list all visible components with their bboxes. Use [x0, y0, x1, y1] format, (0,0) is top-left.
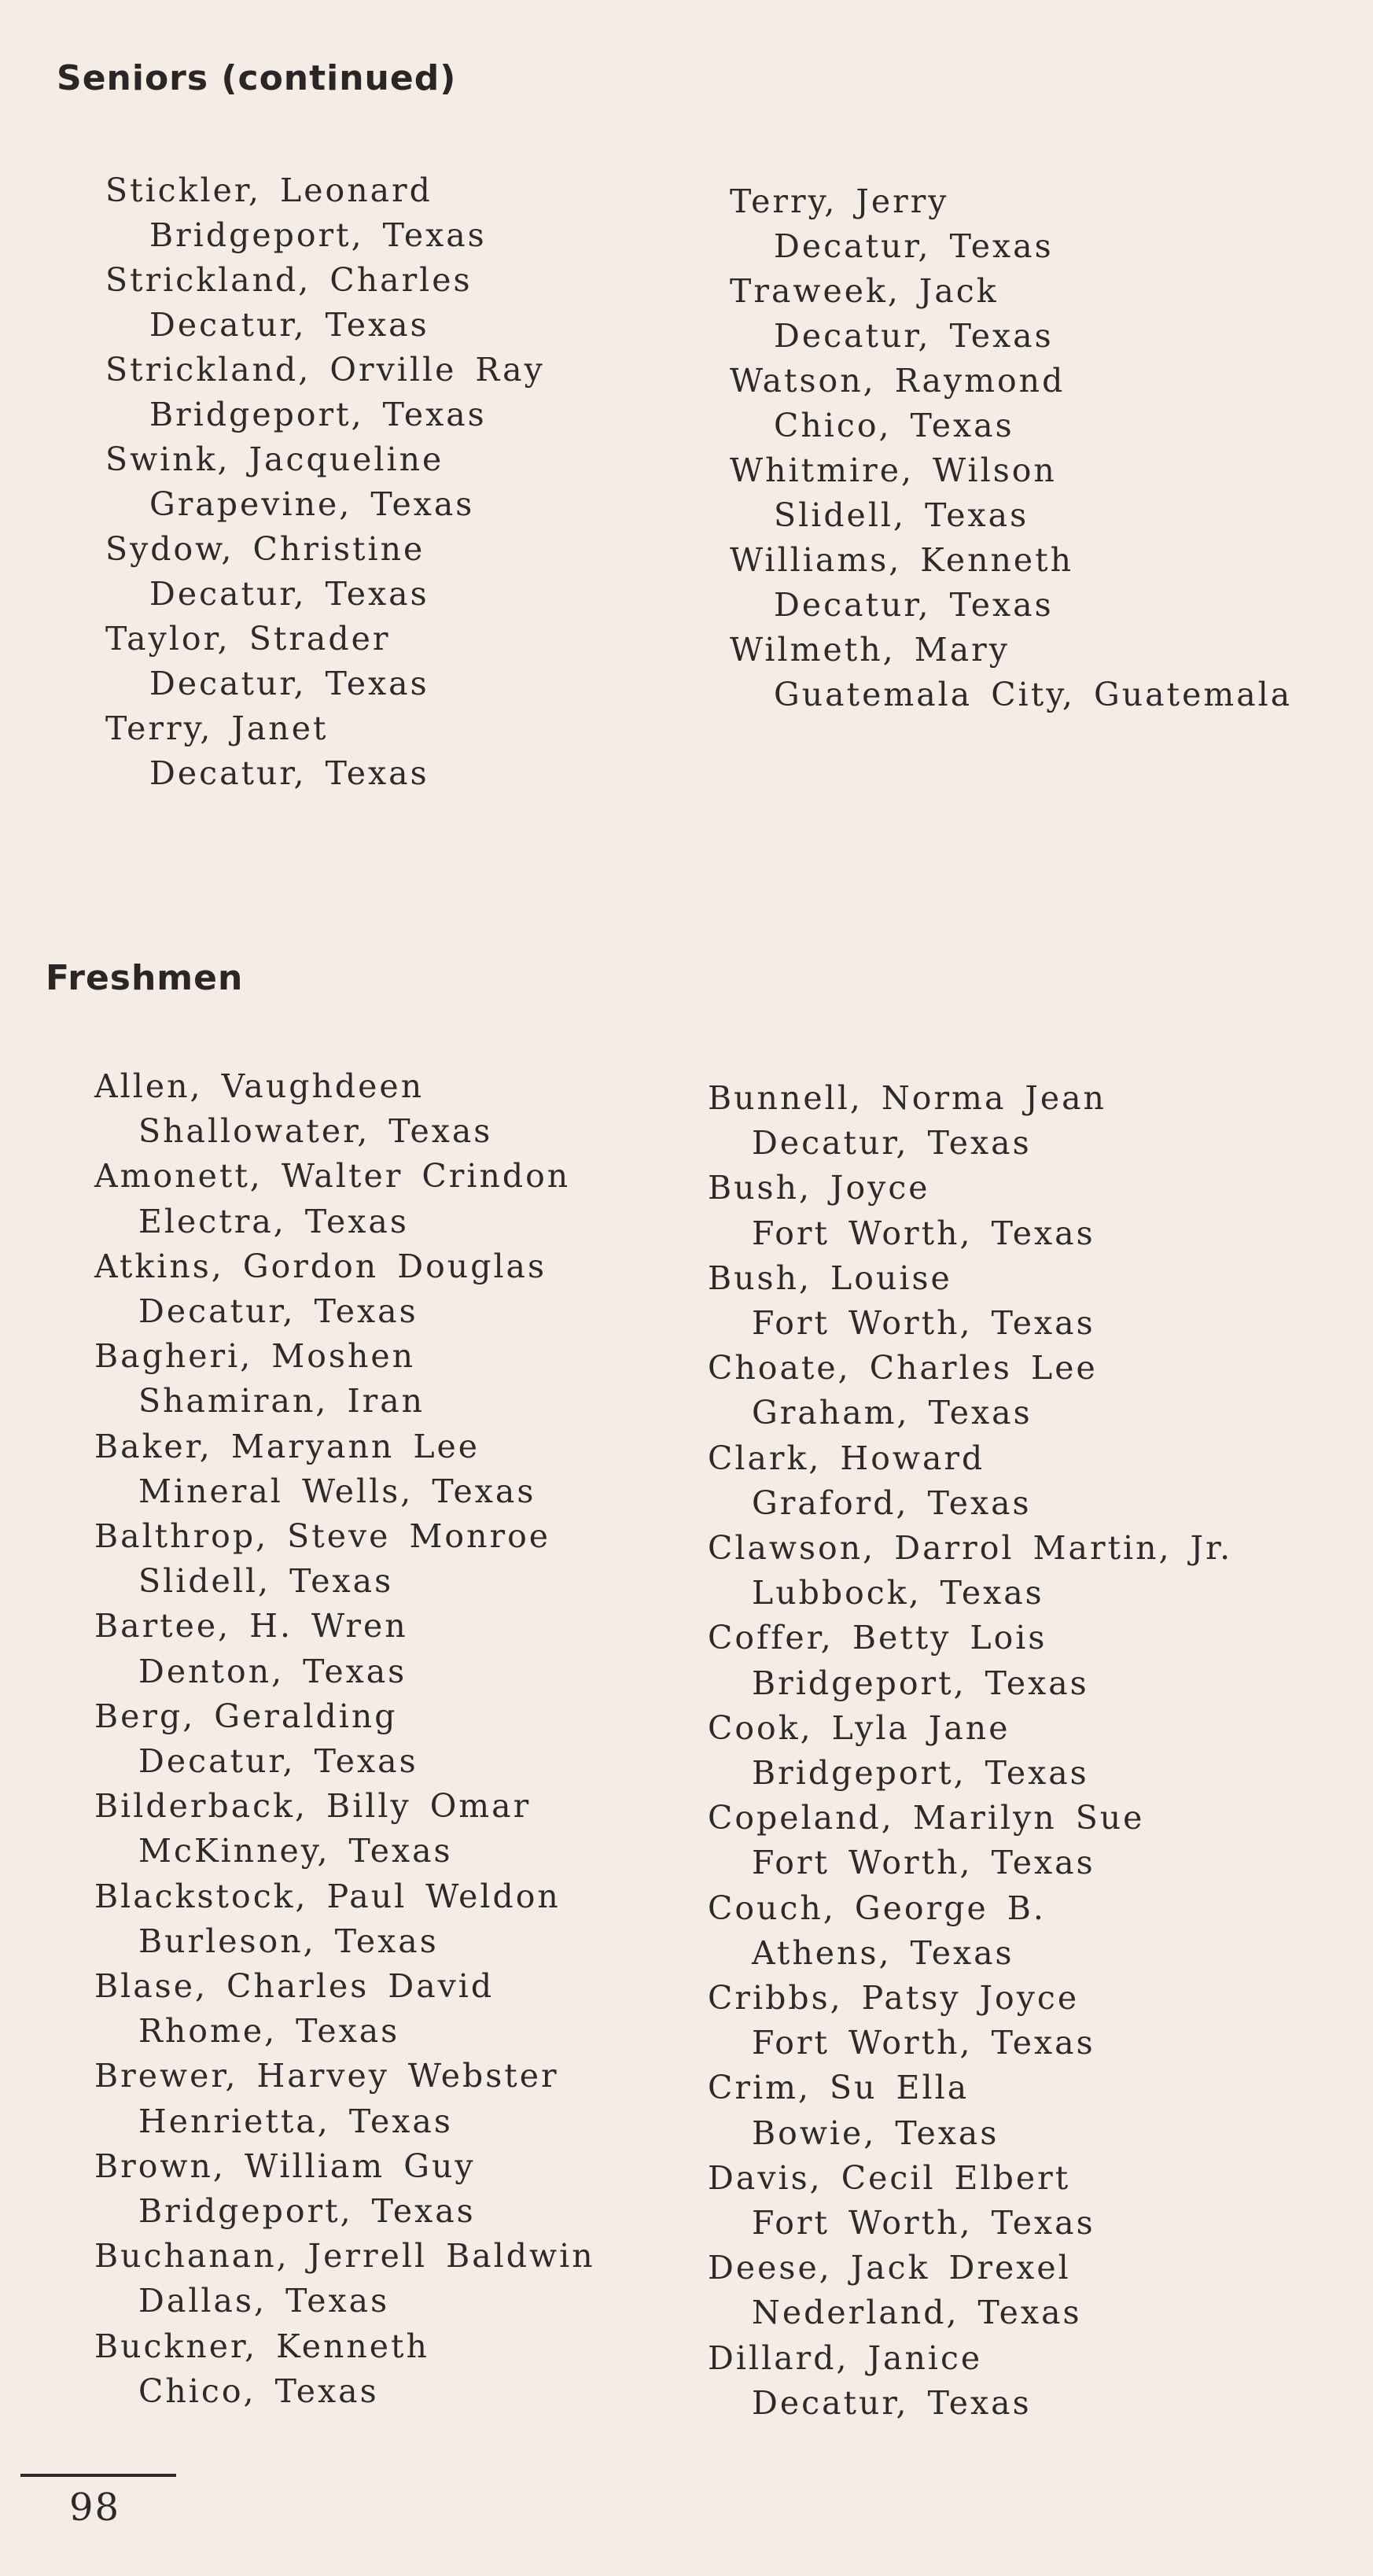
student-name: Buckner, Kenneth — [94, 2327, 429, 2365]
student-hometown: Bowie, Texas — [752, 2113, 999, 2152]
student-hometown: Fort Worth, Texas — [752, 1304, 1095, 1343]
student-hometown: Decatur, Texas — [774, 586, 1054, 624]
student-hometown: Fort Worth, Texas — [752, 1214, 1095, 1252]
student-name: Coffer, Betty Lois — [708, 1619, 1047, 1657]
student-hometown: Burleson, Texas — [138, 1922, 439, 1960]
student-hometown: Rhome, Texas — [138, 2012, 400, 2051]
student-name: Choate, Charles Lee — [708, 1349, 1098, 1388]
roster-entry — [94, 1334, 595, 1424]
student-hometown: Nederland, Texas — [752, 2294, 1082, 2332]
roster-entry — [105, 706, 545, 796]
student-name: Cribbs, Patsy Joyce — [708, 1979, 1080, 2018]
student-hometown: McKinney, Texas — [138, 1832, 453, 1870]
roster-entry — [708, 1616, 1232, 1705]
student-name: Balthrop, Steve Monroe — [94, 1517, 551, 1556]
roster-entry — [94, 1604, 595, 1693]
roster-entry — [708, 1976, 1232, 2066]
student-name: Crim, Su Ella — [708, 2069, 970, 2107]
student-hometown: Fort Worth, Texas — [752, 2024, 1095, 2062]
roster-entry — [708, 1076, 1232, 1166]
student-name: Taylor, Strader — [105, 620, 391, 658]
student-name: Deese, Jack Drexel — [708, 2249, 1071, 2287]
student-name: Allen, Vaughdeen — [94, 1067, 425, 1105]
student-name: Couch, George B. — [708, 1889, 1046, 1927]
student-hometown: Decatur, Texas — [138, 1742, 418, 1781]
roster-entry — [708, 2336, 1232, 2426]
roster-entry — [708, 1436, 1232, 1526]
roster-entry — [94, 1064, 595, 1154]
student-hometown: Athens, Texas — [752, 1933, 1014, 1972]
student-name: Bagheri, Moshen — [94, 1337, 416, 1376]
student-name: Swink, Jacqueline — [105, 440, 444, 478]
student-hometown: Graham, Texas — [752, 1394, 1033, 1432]
student-name: Terry, Jerry — [730, 182, 949, 220]
student-hometown: Shamiran, Iran — [138, 1382, 425, 1421]
student-hometown: Decatur, Texas — [752, 2383, 1032, 2422]
student-name: Traweek, Jack — [730, 272, 999, 310]
roster-entry — [94, 2324, 595, 2414]
student-name: Brewer, Harvey Webster — [94, 2057, 559, 2095]
student-hometown: Fort Worth, Texas — [752, 2204, 1095, 2242]
student-hometown: Fort Worth, Texas — [752, 1844, 1095, 1882]
student-hometown: Decatur, Texas — [774, 227, 1054, 265]
student-name: Strickland, Charles — [105, 261, 473, 299]
student-name: Amonett, Walter Crindon — [94, 1157, 571, 1196]
student-name: Stickler, Leonard — [105, 171, 433, 209]
roster-entry — [730, 538, 1292, 628]
seniors-right-column — [730, 179, 1292, 717]
roster-entry — [105, 617, 545, 706]
student-name: Blackstock, Paul Weldon — [94, 1877, 561, 1915]
student-hometown: Lubbock, Texas — [752, 1574, 1044, 1612]
student-hometown: Decatur, Texas — [149, 754, 429, 792]
freshmen-heading: Freshmen — [46, 958, 244, 998]
roster-entry — [94, 1964, 595, 2054]
student-hometown: Dallas, Texas — [138, 2282, 390, 2320]
student-name: Brown, William Guy — [94, 2147, 476, 2185]
roster-entry — [105, 258, 545, 348]
footer-rule — [20, 2474, 176, 2477]
roster-entry — [105, 168, 545, 258]
student-name: Berg, Geralding — [94, 1697, 398, 1735]
freshmen-left-column — [94, 1064, 595, 2414]
page-number: 98 — [69, 2486, 121, 2530]
roster-entry — [708, 2156, 1232, 2246]
student-name: Davis, Cecil Elbert — [708, 2158, 1071, 2197]
roster-entry — [94, 2144, 595, 2234]
seniors-heading: Seniors (continued) — [57, 58, 457, 98]
seniors-left-column — [105, 168, 545, 796]
roster-entry — [730, 269, 1292, 359]
student-hometown: Grapevine, Texas — [149, 485, 475, 523]
student-hometown: Slidell, Texas — [774, 496, 1029, 534]
student-hometown: Decatur, Texas — [752, 1124, 1032, 1163]
student-hometown: Henrietta, Texas — [138, 2102, 453, 2140]
student-name: Whitmire, Wilson — [730, 451, 1057, 489]
roster-entry — [94, 1874, 595, 1964]
student-name: Williams, Kenneth — [730, 541, 1074, 579]
student-hometown: Chico, Texas — [138, 2371, 379, 2410]
student-name: Cook, Lyla Jane — [708, 1708, 1010, 1747]
student-hometown: Chico, Texas — [774, 407, 1014, 444]
student-hometown: Bridgeport, Texas — [138, 2192, 476, 2231]
student-hometown: Slidell, Texas — [138, 1562, 394, 1601]
roster-entry — [94, 2234, 595, 2324]
student-hometown: Shallowater, Texas — [138, 1112, 493, 1151]
student-name: Bush, Joyce — [708, 1169, 930, 1207]
student-hometown: Decatur, Texas — [149, 306, 429, 344]
roster-entry — [708, 1886, 1232, 1976]
student-name: Bilderback, Billy Omar — [94, 1787, 532, 1826]
student-hometown: Mineral Wells, Texas — [138, 1472, 536, 1510]
student-name: Terry, Janet — [105, 709, 329, 747]
student-hometown: Decatur, Texas — [149, 575, 429, 613]
student-hometown: Bridgeport, Texas — [752, 1664, 1089, 1702]
roster-entry — [708, 1796, 1232, 1885]
student-name: Buchanan, Jerrell Baldwin — [94, 2237, 595, 2276]
roster-entry — [730, 448, 1292, 538]
student-name: Strickland, Orville Ray — [105, 351, 545, 389]
roster-entry — [730, 179, 1292, 269]
roster-entry — [94, 1694, 595, 1784]
roster-entry — [708, 1526, 1232, 1616]
student-name: Bartee, H. Wren — [94, 1607, 408, 1645]
student-name: Clawson, Darrol Martin, Jr. — [708, 1529, 1233, 1568]
freshmen-right-column — [708, 1076, 1232, 2426]
roster-entry — [708, 1166, 1232, 1255]
student-name: Wilmeth, Mary — [730, 631, 1010, 669]
roster-entry — [105, 348, 545, 437]
student-name: Blase, Charles David — [94, 1967, 495, 2006]
student-name: Atkins, Gordon Douglas — [94, 1247, 547, 1285]
student-name: Clark, Howard — [708, 1439, 985, 1477]
roster-entry — [94, 1244, 595, 1334]
student-hometown: Electra, Texas — [138, 1202, 409, 1240]
student-name: Baker, Maryann Lee — [94, 1427, 480, 1465]
roster-entry — [730, 628, 1292, 717]
student-hometown: Graford, Texas — [752, 1483, 1032, 1522]
roster-entry — [708, 1706, 1232, 1796]
roster-entry — [708, 1256, 1232, 1346]
student-hometown: Bridgeport, Texas — [149, 396, 487, 433]
student-name: Copeland, Marilyn Sue — [708, 1799, 1145, 1837]
student-name: Watson, Raymond — [730, 362, 1066, 400]
roster-entry — [708, 2066, 1232, 2155]
student-hometown: Decatur, Texas — [138, 1292, 418, 1331]
roster-entry — [94, 1154, 595, 1244]
student-name: Dillard, Janice — [708, 2338, 983, 2377]
roster-entry — [94, 1784, 595, 1874]
student-name: Bush, Louise — [708, 1259, 952, 1297]
student-hometown: Denton, Texas — [138, 1652, 407, 1690]
student-hometown: Decatur, Texas — [149, 665, 429, 702]
student-hometown: Bridgeport, Texas — [149, 216, 487, 254]
roster-entry — [730, 359, 1292, 448]
roster-entry — [708, 2246, 1232, 2335]
roster-entry — [105, 527, 545, 617]
roster-entry — [105, 437, 545, 527]
student-hometown: Decatur, Texas — [774, 317, 1054, 355]
student-hometown: Bridgeport, Texas — [752, 1754, 1089, 1793]
roster-entry — [94, 2054, 595, 2143]
roster-entry — [94, 1424, 595, 1514]
student-hometown: Guatemala City, Guatemala — [774, 676, 1293, 713]
student-name: Sydow, Christine — [105, 530, 425, 568]
student-name: Bunnell, Norma Jean — [708, 1079, 1106, 1117]
roster-entry — [94, 1514, 595, 1604]
roster-entry — [708, 1346, 1232, 1435]
